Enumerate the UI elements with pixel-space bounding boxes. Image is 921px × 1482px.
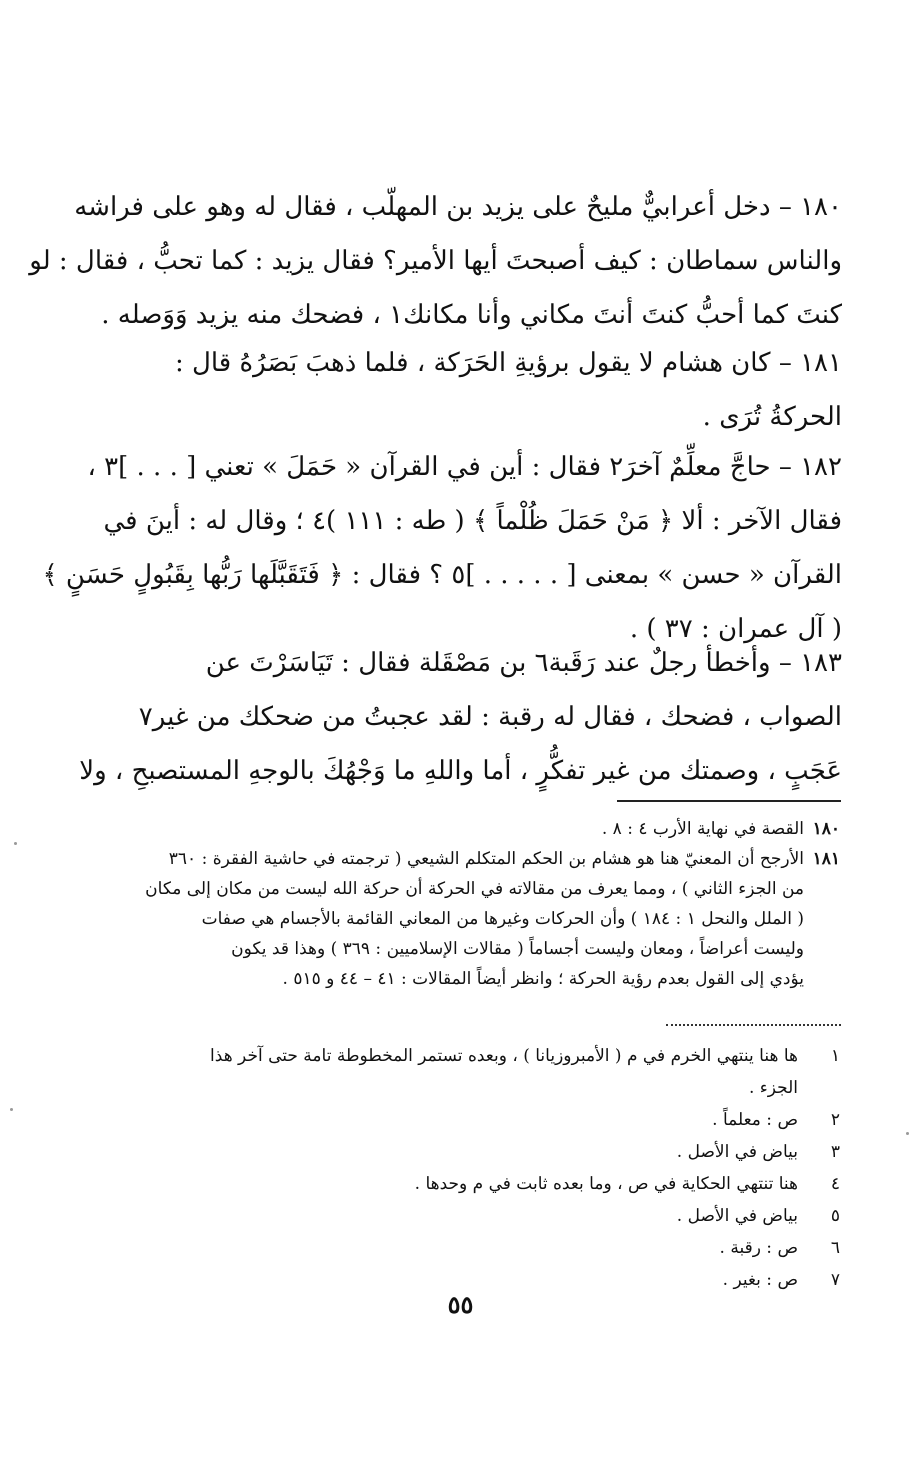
note-number: ٧ (830, 1270, 840, 1290)
note-text: هنا تنتهي الحكاية في ص ، وما بعده ثابت في م وحدها . (414, 1174, 798, 1194)
paragraph-181 (160, 336, 842, 444)
commentary-181 (168, 844, 840, 874)
note-2 (180, 1104, 840, 1136)
commentary-text: وليست أعراضاً ، ومعان وليست أجساماً ( مقالات الإسلاميين : ٣٦٩ ) وهذا قد يكون (231, 939, 804, 959)
paragraph-line: القرآن « حسن » بمعنى [ . . . . . ]٥ ؟ فقال : ﴿ فَتَقَبَّلَها رَبُّها بِقَبُولٍ حَسَنٍ ﴾ (42, 560, 842, 590)
scan-speck (906, 1132, 909, 1135)
commentary-text: ( الملل والنحل ١ : ١٨٤ ) وأن الحركات وغيرها من المعاني القائمة بالأجسام هي صفات (201, 909, 804, 929)
paragraph-line: ١٨٣ – وأخطأ رجلٌ عند رَقَبة٦ بن مَصْقَلة فقال : تَيَاسَرْتَ عن (205, 648, 842, 678)
note-3 (180, 1136, 840, 1168)
commentary-number: ١٨١ (812, 849, 840, 869)
note-text: بياض في الأصل . (676, 1206, 798, 1226)
note-5 (180, 1200, 840, 1232)
note-number: ٥ (830, 1206, 840, 1226)
paragraph-180 (29, 180, 842, 342)
paragraph-line: والناس سماطان : كيف أصبحتَ أيها الأمير؟ فقال يزيد : كما تحبُّ ، فقال : لو (29, 246, 842, 276)
note-1 (180, 1040, 840, 1104)
note-4 (180, 1168, 840, 1200)
note-number: ١ (830, 1046, 840, 1066)
note-number: ٣ (830, 1142, 840, 1162)
note-number: ٢ (830, 1110, 840, 1130)
note-text: ص : معلماً . (712, 1110, 798, 1130)
paragraph-line: الصواب ، فضحك ، فقال له رقبة : لقد عجبتُ من ضحكك من غير٧ (138, 702, 842, 732)
paragraph-line: ١٨٠ – دخل أعرابيٌّ مليحٌ على يزيد بن المهلّب ، فقال له وهو على فراشه (74, 192, 842, 222)
paragraph-line: الحركةُ تُرَى . (702, 402, 842, 432)
footnote-separator (617, 800, 841, 802)
paragraph-line: ١٨٢ – حاجَّ معلِّمٌ آخرَ٢ فقال : أين في القرآن « حَمَلَ » تعني [ . . . ]٣ ، (87, 452, 842, 482)
commentary-181-cont (145, 874, 840, 904)
paragraph-182 (42, 440, 842, 656)
commentary-text: القصة في نهاية الأرب ٤ : ٨ . (601, 819, 804, 839)
paragraph-line: عَجَبٍ ، وصمتك من غير تفكُّرٍ ، أما واللهِ ما وَجْهُكَ بالوجهِ المستصبحِ ، ولا (79, 756, 842, 786)
paragraph-line: ( آل عمران : ٣٧ ) . (629, 614, 842, 644)
commentary-181-cont (180, 964, 840, 994)
note-number: ٤ (830, 1174, 840, 1194)
commentary-181-cont (180, 934, 840, 964)
apparatus-notes (180, 1040, 840, 1296)
note-6 (180, 1232, 840, 1264)
scan-speck (10, 1108, 13, 1111)
page-number: ٥٥ (447, 1290, 474, 1319)
paragraph-183 (79, 636, 842, 798)
commentary-text: يؤدي إلى القول بعدم رؤية الحركة ؛ وانظر أيضاً المقالات : ٤١ – ٤٤ و ٥١٥ . (282, 969, 804, 989)
paragraph-line: ١٨١ – كان هشام لا يقول برؤيةِ الحَرَكة ، فلما ذهبَ بَصَرُهُ قال : (174, 348, 842, 378)
notes-separator (666, 1024, 841, 1026)
note-text: ص : بغير . (722, 1270, 798, 1290)
note-text: ص : رقبة . (719, 1238, 798, 1258)
commentary-text: من الجزء الثاني ) ، ومما يعرف من مقالاته في الحركة أن حركة الله ليست من مكان إلى مكان (145, 879, 804, 899)
commentary-notes (145, 814, 840, 994)
scan-speck (14, 842, 17, 845)
note-text: ها هنا ينتهي الخرم في م ( الأمبروزيانا ) ، وبعده تستمر المخطوطة تامة حتى آخر هذا الجزء . (210, 1046, 798, 1098)
paragraph-line: كنتَ كما أحبُّ كنتَ أنتَ مكاني وأنا مكانك١ ، فضحك منه يزيد وَوَصله . (101, 300, 842, 330)
note-text: بياض في الأصل . (676, 1142, 798, 1162)
note-number: ٦ (830, 1238, 840, 1258)
paragraph-line: فقال الآخر : ألا ﴿ مَنْ حَمَلَ ظُلْماً ﴾ ( طه : ١١١ )٤ ؛ وقال له : أينَ في (103, 506, 842, 536)
commentary-text: الأرجح أن المعنيّ هنا هو هشام بن الحكم المتكلم الشيعي ( ترجمته في حاشية الفقرة : ٣٦٠ (168, 849, 804, 869)
commentary-180 (180, 814, 840, 844)
commentary-181-cont (180, 904, 840, 934)
commentary-number: ١٨٠ (812, 819, 840, 839)
